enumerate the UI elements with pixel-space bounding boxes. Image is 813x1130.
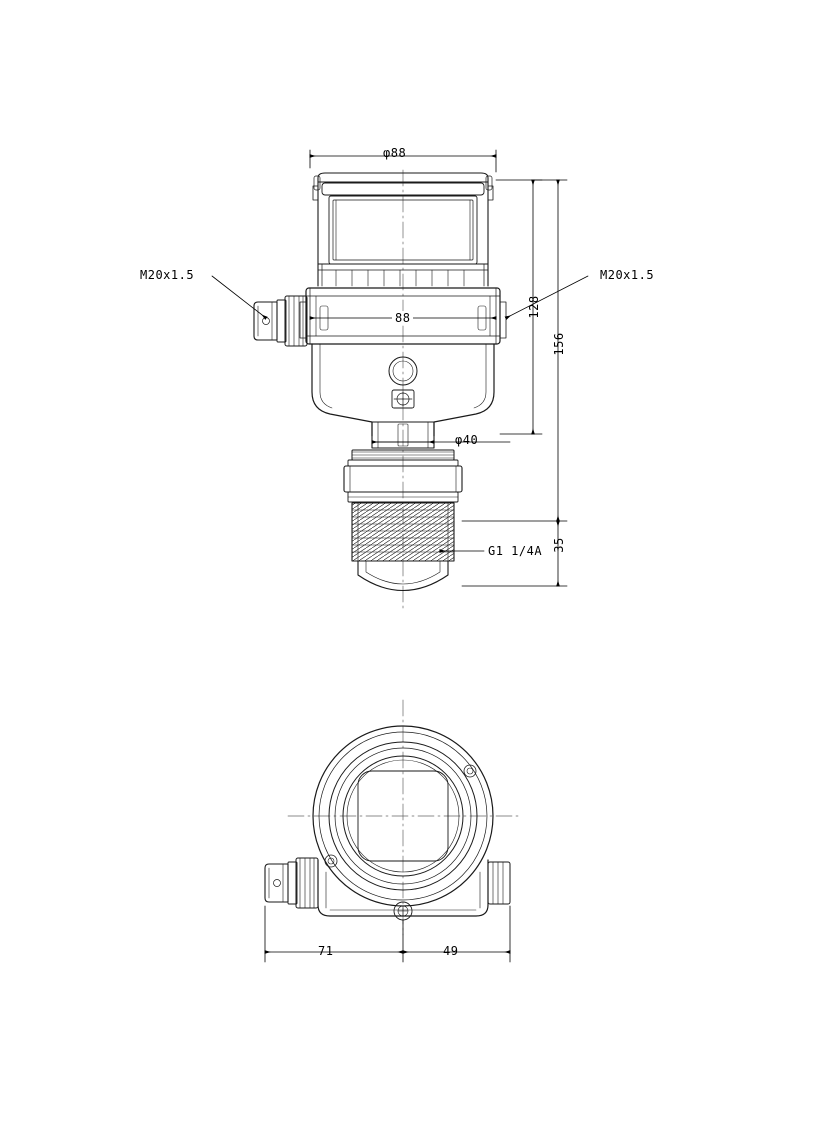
dimension-label-diameter-40: φ40 <box>455 433 479 447</box>
dimension-label-diameter-88: φ88 <box>383 146 407 160</box>
dimension-label-height-156: 156 <box>552 332 566 356</box>
callout-label-process-connection: G1 1/4A <box>488 544 543 558</box>
top-view-dimensions <box>265 906 510 962</box>
top-view-geometry <box>265 700 518 935</box>
front-view-geometry <box>254 170 506 610</box>
dimension-label-plan-width-left: 71 <box>318 944 334 958</box>
dimension-label-height-35: 35 <box>552 537 566 553</box>
dimension-label-plan-width-right: 49 <box>443 944 459 958</box>
callout-label-cable-entry-left: M20x1.5 <box>140 268 195 282</box>
dimension-label-height-128: 128 <box>527 295 541 319</box>
callout-label-cable-entry-right: M20x1.5 <box>600 268 655 282</box>
dimension-label-width-88: 88 <box>392 311 413 325</box>
